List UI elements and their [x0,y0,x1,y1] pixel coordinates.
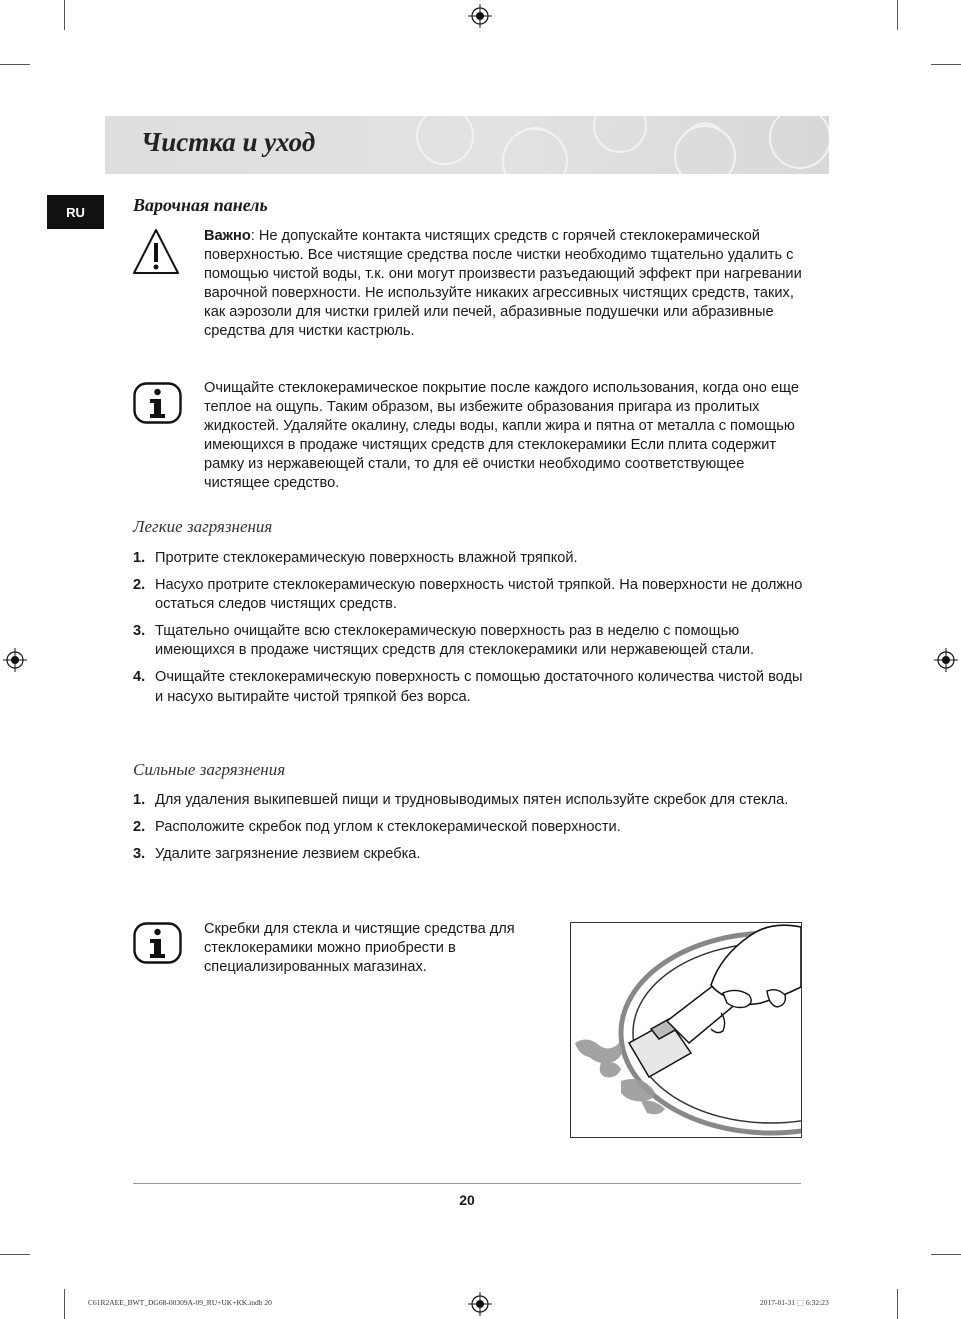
footer-rule [133,1183,801,1184]
page-number: 20 [459,1192,475,1208]
file-imprint: C61R2AEE_BWT_DG68-00309A-09_RU+UK+KK.indb 20 [88,1298,272,1307]
crop-mark [897,1289,898,1319]
crop-mark [931,1254,961,1255]
registration-mark-icon [934,648,958,672]
tomato-decoration-icon [405,116,829,174]
info-icon [133,382,182,424]
list-item [133,576,803,614]
list-text: Насухо протрите стеклокерамическую поверхность чистой тряпкой. На поверхности не должно остаться следов чистящих средств. [155,577,803,613]
registration-mark-icon [468,4,492,28]
scraper-cleaning-icon [571,923,801,1137]
list-text: Расположите скребок под углом к стеклокерамической поверхности. [155,819,621,836]
list-item [133,791,803,810]
list-number: 2. [133,819,146,836]
list-number: 3. [133,623,146,640]
info-text: Очищайте стеклокерамическое покрытие после каждого использования, когда оно еще теплое на ощупь. Таким образом, вы избежите образования пригара из пролитых жидкостей. Удаляйте окалину, следы воды, капли жира и пятна от металла с помощью имеющихся в продаже чистящих средств для стеклокерамики Если плита содержит рамку из нержавеющей стали, то для её очистки необходимо соответствующее чистящее средство. [204,380,799,492]
crop-mark [0,1254,30,1255]
crop-mark [64,0,65,30]
list-number: 1. [133,550,146,566]
list-number: 4. [133,669,146,686]
language-tab: RU [47,195,104,229]
list-item [133,845,803,864]
warning-label: Важно [204,228,251,244]
list-number: 3. [133,846,146,863]
warning-text [204,227,804,342]
crop-mark [0,64,30,65]
registration-mark-icon [468,1292,492,1316]
list-number: 1. [133,792,146,808]
date-imprint: 2017-01-31 ⬚ 6:32:23 [760,1298,829,1307]
crop-mark [64,1289,65,1319]
heavy-soiling-title: Сильные загрязнения [133,760,286,779]
list-text: Тщательно очищайте всю стеклокерамическую поверхность раз в неделю с помощью имеющихся в продаже чистящих средств для стеклокерамики или нержавеющей стали. [155,623,755,659]
info-icon [133,922,182,964]
list-item [133,818,803,837]
heavy-soiling-list [133,791,803,872]
scraper-illustration [570,922,802,1138]
list-text: Для удаления выкипевшей пищи и трудновыводимых пятен используйте скребок для стекла. [155,792,789,808]
list-text: Удалите загрязнение лезвием скребка. [155,846,421,863]
list-item [133,668,803,706]
light-soiling-list [133,549,803,715]
page-title: Чистка и уход [141,127,316,157]
page-header [105,116,829,174]
registration-mark-icon [3,648,27,672]
list-text: Очищайте стеклокерамическую поверхность с помощью достаточного количества чистой воды и насухо вытирайте чистой тряпкой без ворса. [155,669,803,705]
section-title: Варочная панель [133,195,268,215]
light-soiling-title: Легкие загрязнения [133,517,273,536]
list-item [133,622,803,660]
crop-mark [897,0,898,30]
list-item [133,549,803,568]
list-text: Протрите стеклокерамическую поверхность влажной тряпкой. [155,550,578,566]
crop-mark [931,64,961,65]
warning-body: : Не допускайте контакта чистящих средств с горячей стеклокерамической поверхностью. Все чистящие средства после чистки необходимо тщательно удалить с помощью чистой воды, т.к. они могут произвести разъедающий эффект при нагревании варочной поверхности. Не используйте никаких агрессивных чистящих средств, таких, как аэрозоли для чистки грилей или печей, абразивные подушечки или абразивные средства для чистки кастрюль. [204,228,802,340]
list-number: 2. [133,577,146,594]
warning-icon [131,227,181,277]
note-text: Скребки для стекла и чистящие средства для стеклокерамики можно приобрести в специализированных магазинах. [204,921,515,976]
